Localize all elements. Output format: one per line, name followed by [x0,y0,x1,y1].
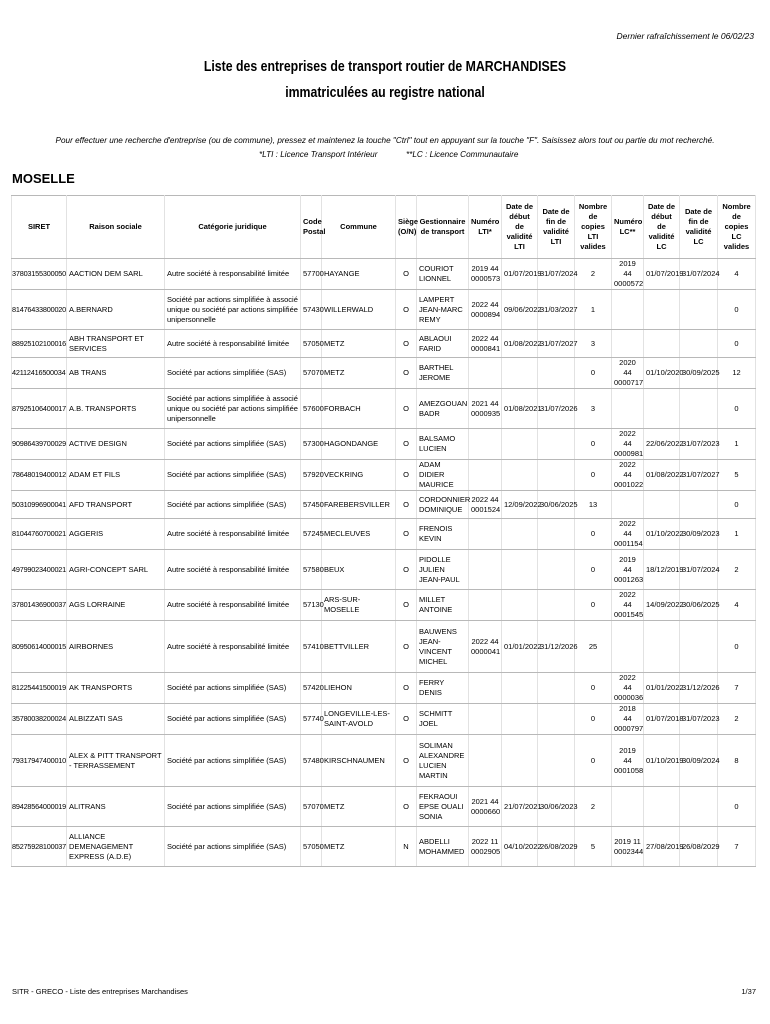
cell-gestionnaire: SOLIMAN ALEXANDRE LUCIEN MARTIN [417,735,469,787]
cell-categorie-juridique: Autre société à responsabilité limitée [165,550,301,590]
cell-raison-sociale: ABH TRANSPORT ET SERVICES [67,330,165,358]
cell-numero-lti: 2022 44 0000841 [469,330,502,358]
cell-copies-lc: 1 [718,519,756,550]
cell-numero-lc: 2018 44 0000797 [612,704,644,735]
cell-copies-lti: 0 [575,550,612,590]
cell-fin-lc: 30/06/2025 [680,590,718,621]
cell-siege: O [396,290,417,330]
cell-numero-lti [469,460,502,491]
cell-siege: N [396,827,417,867]
cell-debut-lc: 01/01/2022 [644,673,680,704]
cell-debut-lti: 04/10/2022 [502,827,538,867]
cell-categorie-juridique: Société par actions simplifiée (SAS) [165,491,301,519]
cell-gestionnaire: LAMPERT JEAN-MARC REMY [417,290,469,330]
cell-categorie-juridique: Société par actions simplifiée (SAS) [165,460,301,491]
col-header-numero-lti: Numéro LTI* [469,196,502,259]
cell-gestionnaire: SCHMITT JOEL [417,704,469,735]
cell-fin-lc: 30/09/2025 [680,358,718,389]
cell-categorie-juridique: Autre société à responsabilité limitée [165,590,301,621]
table-row [12,673,756,704]
table-row [12,259,756,290]
cell-siege: O [396,259,417,290]
cell-siret: 37801436900037 [12,590,67,621]
cell-categorie-juridique: Société par actions simplifiée à associé unique ou société par actions simplifiée unipersonnelle [165,290,301,330]
cell-debut-lc: 01/07/2018 [644,704,680,735]
table-row [12,491,756,519]
cell-numero-lc [612,290,644,330]
cell-siret: 81225441500019 [12,673,67,704]
cell-gestionnaire: MILLET ANTOINE [417,590,469,621]
cell-debut-lc [644,621,680,673]
cell-fin-lti [538,358,575,389]
cell-code-postal: 57420 [301,673,322,704]
cell-siege: O [396,429,417,460]
cell-fin-lc: 30/09/2023 [680,519,718,550]
cell-siege: O [396,735,417,787]
cell-siret: 87925106400017 [12,389,67,429]
cell-debut-lti: 12/09/2022 [502,491,538,519]
cell-fin-lc: 31/07/2023 [680,704,718,735]
cell-commune: HAGONDANGE [322,429,396,460]
cell-fin-lti [538,460,575,491]
cell-fin-lti: 26/08/2029 [538,827,575,867]
cell-numero-lti: 2021 44 0000660 [469,787,502,827]
col-header-siret: SIRET [12,196,67,259]
cell-numero-lti [469,429,502,460]
cell-code-postal: 57300 [301,429,322,460]
cell-copies-lti: 0 [575,735,612,787]
cell-numero-lti [469,550,502,590]
cell-numero-lc: 2020 44 0000717 [612,358,644,389]
cell-gestionnaire: FERRY DENIS [417,673,469,704]
cell-copies-lc: 7 [718,673,756,704]
cell-numero-lc: 2022 44 0001154 [612,519,644,550]
cell-debut-lc: 27/08/2019 [644,827,680,867]
cell-copies-lti: 2 [575,787,612,827]
cell-numero-lc: 2022 44 0000036 [612,673,644,704]
cell-raison-sociale: AFD TRANSPORT [67,491,165,519]
cell-raison-sociale: AGGERIS [67,519,165,550]
col-header-debut-lti: Date de début de validité LTI [502,196,538,259]
page-number: 1/37 [741,987,756,996]
cell-code-postal: 57920 [301,460,322,491]
cell-gestionnaire: FRENOIS KEVIN [417,519,469,550]
cell-commune: HAYANGE [322,259,396,290]
cell-copies-lti: 3 [575,389,612,429]
cell-numero-lc: 2019 44 0000572 [612,259,644,290]
cell-gestionnaire: CORDONNIER DOMINIQUE [417,491,469,519]
cell-fin-lti [538,673,575,704]
cell-gestionnaire: ADAM DIDIER MAURICE [417,460,469,491]
cell-debut-lti: 01/01/2022 [502,621,538,673]
cell-raison-sociale: ALITRANS [67,787,165,827]
table-row [12,590,756,621]
cell-debut-lti [502,590,538,621]
cell-commune: FORBACH [322,389,396,429]
cell-raison-sociale: AGRI-CONCEPT SARL [67,550,165,590]
cell-commune: METZ [322,358,396,389]
cell-numero-lti: 2019 44 0000573 [469,259,502,290]
cell-numero-lti [469,704,502,735]
cell-numero-lti: 2022 44 0000041 [469,621,502,673]
cell-siege: O [396,621,417,673]
cell-copies-lti: 5 [575,827,612,867]
cell-debut-lti: 01/08/2021 [502,389,538,429]
cell-copies-lti: 0 [575,704,612,735]
cell-siret: 88925102100016 [12,330,67,358]
col-header-fin-lc: Date de fin de validité LC [680,196,718,259]
cell-numero-lti: 2021 44 0000935 [469,389,502,429]
cell-debut-lti [502,550,538,590]
cell-copies-lc: 0 [718,491,756,519]
cell-commune: VECKRING [322,460,396,491]
table-row [12,460,756,491]
cell-code-postal: 57245 [301,519,322,550]
cell-siret: 90986439700029 [12,429,67,460]
cell-copies-lti: 3 [575,330,612,358]
cell-numero-lc: 2022 44 0001545 [612,590,644,621]
cell-debut-lc [644,491,680,519]
cell-fin-lti [538,735,575,787]
cell-code-postal: 57410 [301,621,322,673]
cell-siret: 42112416500034 [12,358,67,389]
cell-code-postal: 57580 [301,550,322,590]
cell-gestionnaire: ABLAOUI FARID [417,330,469,358]
cell-siret: 78648019400012 [12,460,67,491]
cell-copies-lti: 0 [575,590,612,621]
cell-debut-lc: 22/06/2022 [644,429,680,460]
table-row [12,735,756,787]
cell-fin-lc [680,389,718,429]
cell-debut-lc: 01/07/2019 [644,259,680,290]
cell-code-postal: 57450 [301,491,322,519]
cell-siret: 85275928100037 [12,827,67,867]
cell-commune: METZ [322,330,396,358]
cell-gestionnaire: COURIOT LIONNEL [417,259,469,290]
table-row [12,330,756,358]
cell-copies-lti: 2 [575,259,612,290]
col-header-code-postal: Code Postal [301,196,322,259]
cell-gestionnaire: AMEZGOUAN BADR [417,389,469,429]
footer-title: SITR - GRECO - Liste des entreprises Marchandises [12,987,188,996]
cell-fin-lc: 31/07/2027 [680,460,718,491]
cell-fin-lti: 31/12/2026 [538,621,575,673]
cell-code-postal: 57050 [301,330,322,358]
cell-commune: BEUX [322,550,396,590]
cell-categorie-juridique: Société par actions simplifiée (SAS) [165,827,301,867]
cell-numero-lc [612,330,644,358]
cell-commune: WILLERWALD [322,290,396,330]
cell-debut-lc: 14/09/2022 [644,590,680,621]
cell-code-postal: 57600 [301,389,322,429]
cell-categorie-juridique: Société par actions simplifiée (SAS) [165,429,301,460]
cell-gestionnaire: PIDOLLE JULIEN JEAN-PAUL [417,550,469,590]
cell-numero-lc: 2019 11 0002344 [612,827,644,867]
cell-copies-lc: 5 [718,460,756,491]
cell-raison-sociale: AGS LORRAINE [67,590,165,621]
cell-fin-lc [680,787,718,827]
table-header-row [12,196,756,259]
cell-raison-sociale: A.B. TRANSPORTS [67,389,165,429]
cell-numero-lti: 2022 44 0001524 [469,491,502,519]
cell-fin-lti [538,519,575,550]
cell-fin-lti: 31/07/2026 [538,389,575,429]
cell-categorie-juridique: Société par actions simplifiée (SAS) [165,704,301,735]
col-header-gestionnaire: Gestionnaire de transport [417,196,469,259]
cell-numero-lti: 2022 11 0002905 [469,827,502,867]
table-row [12,704,756,735]
title-line-2: immatriculées au registre national [285,84,485,101]
cell-fin-lc: 31/07/2023 [680,429,718,460]
cell-debut-lc: 01/10/2019 [644,735,680,787]
cell-numero-lc [612,787,644,827]
table-row [12,519,756,550]
cell-numero-lti [469,735,502,787]
cell-code-postal: 57070 [301,358,322,389]
cell-copies-lti: 0 [575,358,612,389]
cell-fin-lti [538,550,575,590]
cell-numero-lc: 2022 44 0001022 [612,460,644,491]
cell-debut-lti [502,519,538,550]
cell-numero-lc [612,621,644,673]
cell-siege: O [396,460,417,491]
cell-categorie-juridique: Société par actions simplifiée (SAS) [165,787,301,827]
table-row [12,429,756,460]
cell-copies-lti: 0 [575,429,612,460]
cell-fin-lti: 31/07/2024 [538,259,575,290]
page-title [69,54,700,106]
cell-raison-sociale: ALEX & PITT TRANSPORT - TERRASSEMENT [67,735,165,787]
cell-copies-lc: 0 [718,621,756,673]
cell-gestionnaire: BARTHEL JEROME [417,358,469,389]
col-header-siege: Siège (O/N) [396,196,417,259]
cell-fin-lc: 31/12/2026 [680,673,718,704]
cell-categorie-juridique: Société par actions simplifiée (SAS) [165,735,301,787]
cell-gestionnaire: ABDELLI MOHAMMED [417,827,469,867]
cell-fin-lc: 31/07/2024 [680,259,718,290]
cell-siege: O [396,550,417,590]
cell-siret: 37803155300050 [12,259,67,290]
table-row [12,389,756,429]
cell-raison-sociale: AB TRANS [67,358,165,389]
search-instructions: Pour effectuer une recherche d'entreprise (ou de commune), pressez et maintenez la touche "Ctrl" tout en appuyant sur la touche "F". Saisissez alors tout ou partie du mot recherché. [55,136,715,145]
cell-categorie-juridique: Autre société à responsabilité limitée [165,621,301,673]
cell-gestionnaire: BAUWENS JEAN-VINCENT MICHEL [417,621,469,673]
cell-raison-sociale: AK TRANSPORTS [67,673,165,704]
cell-copies-lc: 1 [718,429,756,460]
cell-copies-lc: 0 [718,787,756,827]
cell-debut-lc [644,389,680,429]
cell-raison-sociale: A.BERNARD [67,290,165,330]
cell-commune: ARS-SUR-MOSELLE [322,590,396,621]
cell-numero-lc: 2022 44 0000981 [612,429,644,460]
cell-code-postal: 57430 [301,290,322,330]
cell-commune: METZ [322,827,396,867]
cell-debut-lti [502,429,538,460]
cell-fin-lti: 31/03/2027 [538,290,575,330]
cell-copies-lc: 0 [718,290,756,330]
cell-copies-lc: 4 [718,259,756,290]
cell-debut-lti [502,460,538,491]
cell-siege: O [396,330,417,358]
cell-siege: O [396,590,417,621]
cell-copies-lc: 2 [718,550,756,590]
cell-fin-lc: 26/08/2029 [680,827,718,867]
col-header-fin-lti: Date de fin de validité LTI [538,196,575,259]
cell-fin-lti [538,429,575,460]
col-header-commune: Commune [322,196,396,259]
cell-copies-lc: 7 [718,827,756,867]
cell-categorie-juridique: Autre société à responsabilité limitée [165,259,301,290]
table-row [12,621,756,673]
col-header-raison-sociale: Raison sociale [67,196,165,259]
cell-siege: O [396,673,417,704]
cell-copies-lc: 8 [718,735,756,787]
cell-categorie-juridique: Société par actions simplifiée (SAS) [165,673,301,704]
table-row [12,358,756,389]
cell-copies-lti: 0 [575,673,612,704]
cell-copies-lti: 13 [575,491,612,519]
cell-categorie-juridique: Société par actions simplifiée (SAS) [165,358,301,389]
cell-raison-sociale: ALBIZZATI SAS [67,704,165,735]
cell-commune: LONGEVILLE-LES-SAINT-AVOLD [322,704,396,735]
cell-debut-lti [502,358,538,389]
cell-debut-lc: 01/08/2022 [644,460,680,491]
cell-numero-lti [469,519,502,550]
cell-debut-lti: 01/07/2019 [502,259,538,290]
cell-copies-lti: 1 [575,290,612,330]
cell-debut-lti [502,704,538,735]
cell-raison-sociale: AACTION DEM SARL [67,259,165,290]
cell-raison-sociale: ACTIVE DESIGN [67,429,165,460]
cell-commune: BETTVILLER [322,621,396,673]
cell-numero-lc [612,389,644,429]
cell-fin-lc [680,330,718,358]
table-row [12,787,756,827]
cell-code-postal: 57070 [301,787,322,827]
cell-copies-lc: 0 [718,330,756,358]
cell-debut-lti: 21/07/2021 [502,787,538,827]
col-header-debut-lc: Date de début de validité LC [644,196,680,259]
cell-commune: FAREBERSVILLER [322,491,396,519]
cell-debut-lc: 01/10/2020 [644,358,680,389]
cell-siege: O [396,519,417,550]
refresh-date: Dernier rafraîchissement le 06/02/23 [616,31,754,41]
col-header-copies-lti: Nombre de copies LTI valides [575,196,612,259]
cell-siret: 81044760700021 [12,519,67,550]
cell-siege: O [396,491,417,519]
cell-code-postal: 57480 [301,735,322,787]
cell-categorie-juridique: Autre société à responsabilité limitée [165,519,301,550]
cell-fin-lc: 31/07/2024 [680,550,718,590]
cell-siret: 50310996900041 [12,491,67,519]
cell-raison-sociale: ADAM ET FILS [67,460,165,491]
cell-commune: KIRSCHNAUMEN [322,735,396,787]
cell-copies-lc: 2 [718,704,756,735]
col-header-numero-lc: Numéro LC** [612,196,644,259]
cell-debut-lti [502,673,538,704]
cell-numero-lti [469,590,502,621]
cell-code-postal: 57700 [301,259,322,290]
cell-commune: MECLEUVES [322,519,396,550]
cell-siret: 89428564000019 [12,787,67,827]
cell-siege: O [396,358,417,389]
cell-siret: 79317947400010 [12,735,67,787]
cell-siret: 49799023400021 [12,550,67,590]
cell-code-postal: 57740 [301,704,322,735]
cell-copies-lti: 25 [575,621,612,673]
cell-gestionnaire: BALSAMO LUCIEN [417,429,469,460]
cell-numero-lc: 2019 44 0001263 [612,550,644,590]
cell-siege: O [396,787,417,827]
cell-copies-lc: 0 [718,389,756,429]
cell-siege: O [396,704,417,735]
cell-debut-lc [644,290,680,330]
cell-fin-lc [680,621,718,673]
region-heading: MOSELLE [12,171,75,186]
table-row [12,827,756,867]
cell-debut-lc: 18/12/2019 [644,550,680,590]
cell-siret: 35780038200024 [12,704,67,735]
cell-gestionnaire: FEKRAOUI EPSE OUALI SONIA [417,787,469,827]
companies-table [11,195,756,867]
cell-fin-lc [680,290,718,330]
cell-copies-lc: 12 [718,358,756,389]
cell-code-postal: 57050 [301,827,322,867]
cell-fin-lti [538,704,575,735]
cell-debut-lc: 01/10/2022 [644,519,680,550]
cell-numero-lti: 2022 44 0000894 [469,290,502,330]
cell-fin-lc: 30/09/2024 [680,735,718,787]
cell-copies-lc: 4 [718,590,756,621]
cell-numero-lti [469,358,502,389]
cell-raison-sociale: AIRBORNES [67,621,165,673]
cell-categorie-juridique: Société par actions simplifiée à associé unique ou société par actions simplifiée unipersonnelle [165,389,301,429]
cell-fin-lti: 30/06/2023 [538,787,575,827]
legend-lti: *LTI : Licence Transport Intérieur [259,150,378,159]
cell-debut-lc [644,787,680,827]
table-row [12,550,756,590]
legend-lc: **LC : Licence Communautaire [406,150,519,159]
cell-code-postal: 57130 [301,590,322,621]
cell-fin-lti: 30/06/2025 [538,491,575,519]
cell-siret: 81476433800020 [12,290,67,330]
cell-debut-lti: 09/06/2022 [502,290,538,330]
cell-commune: METZ [322,787,396,827]
cell-numero-lti [469,673,502,704]
cell-debut-lti: 01/08/2022 [502,330,538,358]
cell-copies-lti: 0 [575,519,612,550]
cell-siege: O [396,389,417,429]
cell-fin-lti [538,590,575,621]
cell-debut-lc [644,330,680,358]
col-header-categorie-juridique: Catégorie juridique [165,196,301,259]
cell-debut-lti [502,735,538,787]
cell-categorie-juridique: Autre société à responsabilité limitée [165,330,301,358]
cell-fin-lc [680,491,718,519]
cell-numero-lc [612,491,644,519]
col-header-copies-lc: Nombre de copies LC valides [718,196,756,259]
cell-copies-lti: 0 [575,460,612,491]
cell-numero-lc: 2019 44 0001058 [612,735,644,787]
cell-raison-sociale: ALLIANCE DEMENAGEMENT EXPRESS (A.D.E) [67,827,165,867]
cell-fin-lti: 31/07/2027 [538,330,575,358]
title-line-1: Liste des entreprises de transport routier de MARCHANDISES [203,58,567,75]
table-row [12,290,756,330]
cell-siret: 80950614000015 [12,621,67,673]
cell-commune: LIEHON [322,673,396,704]
